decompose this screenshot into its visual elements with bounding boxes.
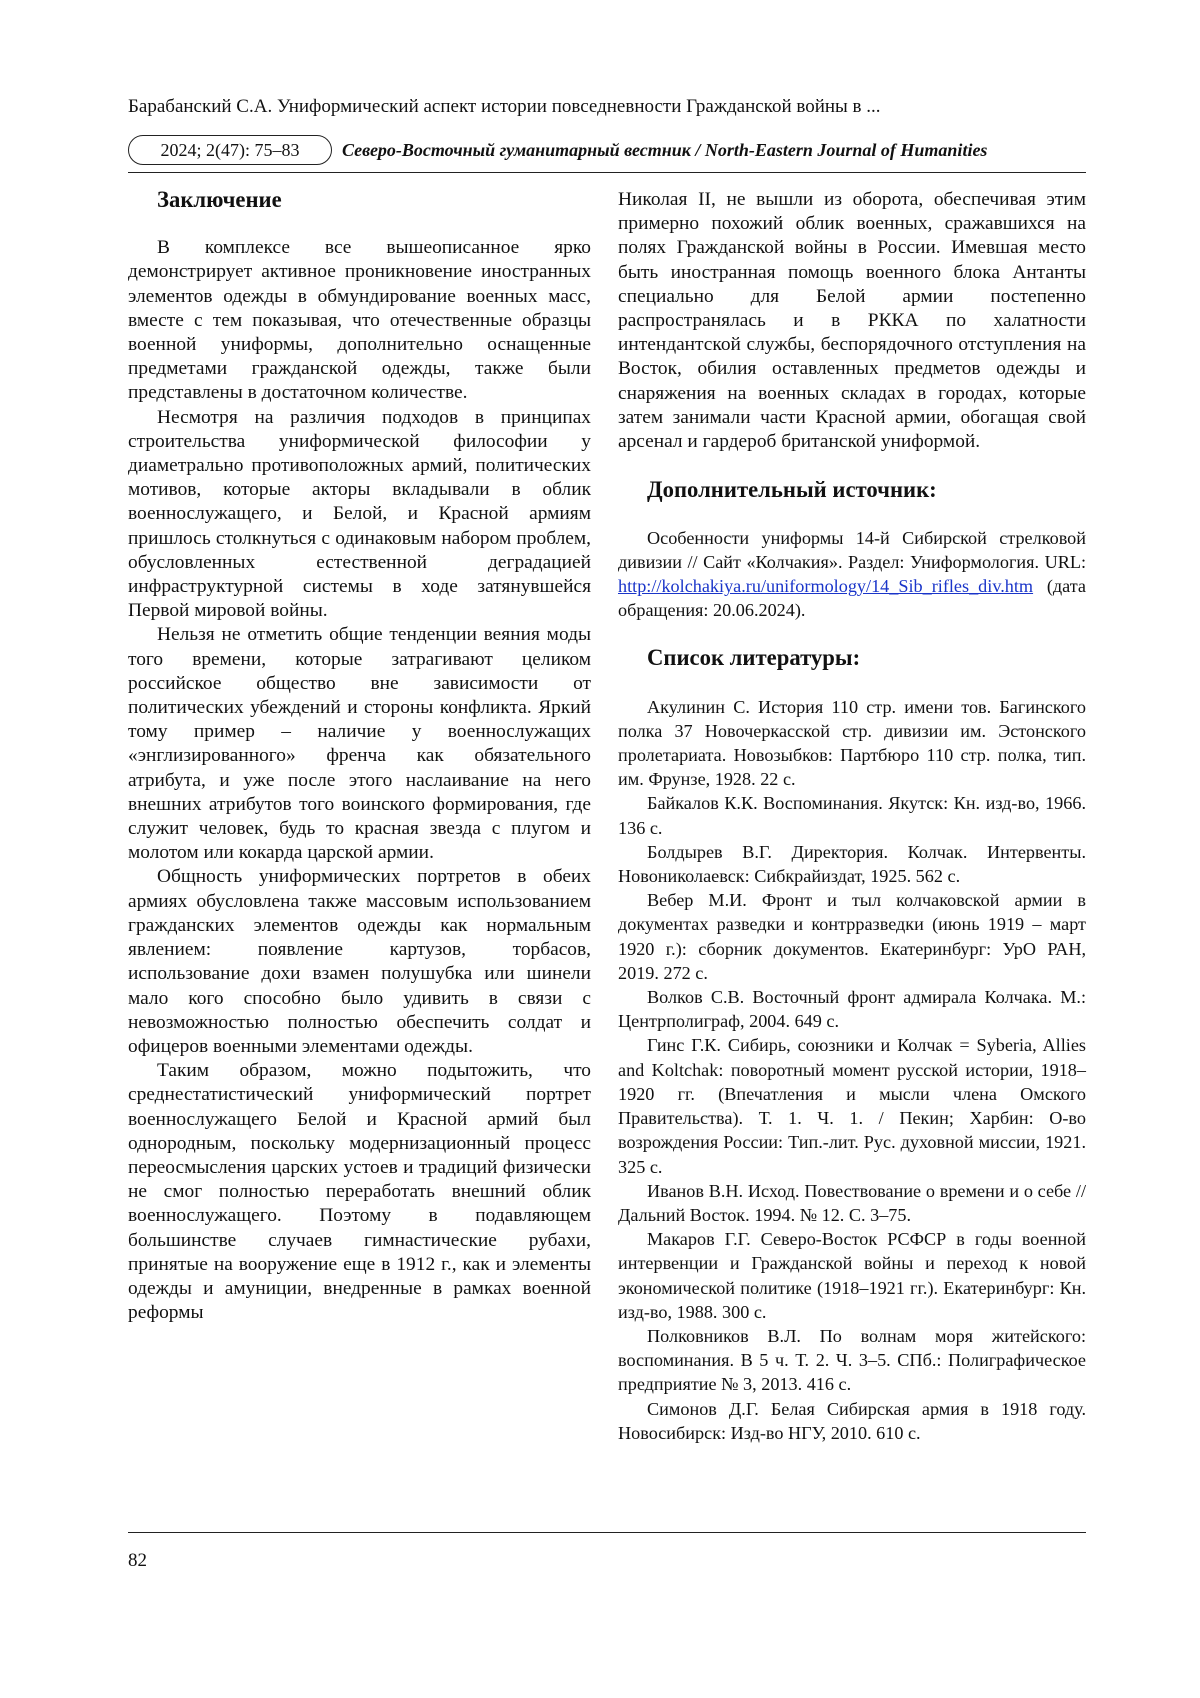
- body-paragraph: Несмотря на различия подходов в принципах строительства униформической философии у диаметрально противоположных армий, политических мотивов, которые акторы вкладывали в облик военнослужащего, и Белой, и Красной армиям пришлось столкнуться с одинаковым набором проблем, обусловленных естественной деградацией инфраструктурной системы в ходе затянувшейся Первой мировой войны.: [128, 406, 591, 622]
- body-paragraph-continued: Николая II, не вышли из оборота, обеспечивая этим примерно похожий облик военных, сражавшихся на полях Гражданской войны в России. Имевшая место быть иностранная помощь военного блока Антанты специально для Белой армии постепенно распространялась и в РККА по халатности интендантской службы, беспорядочного отступления на Восток, обилия оставленных предметов одежды и снаряжения на военных складах в городах, которые затем занимали части Красной армии, обогащая свой арсенал и гардероб британской униформой.: [618, 189, 1086, 453]
- running-head: Барабанский С.А. Униформический аспект истории повседневности Гражданской войны в ...: [128, 96, 881, 117]
- reference-item: Симонов Д.Г. Белая Сибирская армия в 1918 году. Новосибирск: Изд-во НГУ, 2010. 610 с.: [618, 1398, 1086, 1443]
- reference-list: [618, 695, 1086, 1445]
- reference-item: Волков С.В. Восточный фронт адмирала Колчака. М.: Центрполиграф, 2004. 649 с.: [618, 987, 1086, 1032]
- additional-source: [618, 526, 1086, 622]
- reference-item: Байкалов К.К. Воспоминания. Якутск: Кн. изд-во, 1966. 136 с.: [618, 793, 1086, 838]
- journal-bar: [128, 135, 1086, 167]
- left-column: [128, 188, 591, 1325]
- body-paragraph: Общность униформических портретов в обеих армиях обусловлена также массовым использованием гражданских элементов одежды как нормальным явлением: появление картузов, торбасов, использование дохи взамен полушубка или шинели мало кого способно было удивить в связи с невозможностью полностью обеспечить солдат и офицеров военными элементами одежды.: [128, 866, 591, 1057]
- source-link[interactable]: http://kolchakiya.ru/uniformology/14_Sib_rifles_div.htm: [618, 576, 1034, 597]
- issue-badge: 2024; 2(47): 75–83: [128, 135, 332, 165]
- reference-item: Акулинин С. История 110 стр. имени тов. Багинского полка 37 Новочеркасской стр. дивизии им. Эстонского пролетариата. Новозыбков: Партбюро 110 стр. полка, тип. им. Фрунзе, 1928. 22 с.: [618, 696, 1086, 790]
- source-access-date: (дата обращения: 20.06.2024).: [618, 576, 1086, 621]
- reference-item: Гинс Г.К. Сибирь, союзники и Колчак = Syberia, Allies and Koltchak: поворотный момент русской истории, 1918–1920 гг. (Впечатления и мысли члена Омского Правительства). Т. 1. Ч. 1. / Пекин; Харбин: О-во возрождения России: Тип.-лит. Рус. духовной миссии, 1921. 325 с.: [618, 1035, 1086, 1177]
- references-heading: Список литературы:: [647, 645, 861, 671]
- conclusion-heading: Заключение: [157, 187, 282, 212]
- reference-item: Иванов В.Н. Исход. Повествование о времени и о себе // Дальний Восток. 1994. № 12. С. 3–75.: [618, 1180, 1086, 1225]
- reference-item: Болдырев В.Г. Директория. Колчак. Интервенты. Новониколаевск: Сибкрайиздат, 1925. 562 с.: [618, 841, 1086, 887]
- reference-item: Макаров Г.Г. Северо-Восток РСФСР в годы военной интервенции и Гражданской войны и переход к новой экономической политике (1918–1921 гг.). Екатеринбург: Кн. изд-во, 1988. 300 с.: [618, 1229, 1086, 1322]
- header-divider: [128, 172, 1086, 173]
- page-number: 82: [128, 1550, 147, 1571]
- body-paragraph: Таким образом, можно подытожить, что среднестатистический униформический портрет военнослужащего Белой и Красной армий был однородным, поскольку модернизационный процесс переосмысления царских устоев и традиций физически не смог полностью переработать внешний облик военнослужащего. Поэтому в подавляющем большинстве случаев гимнастические рубахи, принятые на вооружение еще в 1912 г., как и элементы одежды и амуниции, внедренные в рамках военной реформы: [128, 1060, 591, 1324]
- footer-divider: [128, 1532, 1086, 1533]
- reference-item: Вебер М.И. Фронт и тыл колчаковской армии в документах разведки и контрразведки (июнь 1919 – март 1920 г.): сборник документов. Екатеринбург: УрО РАН, 2019. 272 с.: [618, 890, 1086, 983]
- body-paragraph: Нельзя не отметить общие тенденции веяния моды того времени, которые затрагивают целиком российское общество вне зависимости от политических убеждений и стороны конфликта. Яркий тому пример – наличие у военнослужащих «энглизированного» френча как обязательного атрибута, и уже после этого наслаивание на него внешних атрибутов того воинского формирования, где служит человек, будь то красная звезда с плугом и молотом или кокарда царской армии.: [128, 624, 591, 864]
- journal-title: Северо-Восточный гуманитарный вестник / North-Eastern Journal of Humanities: [342, 140, 988, 160]
- reference-item: Полковников В.Л. По волнам моря житейского: воспоминания. В 5 ч. Т. 2. Ч. 3–5. СПб.: Полиграфическое предприятие № 3, 2013. 416 с.: [618, 1325, 1086, 1395]
- additional-source-heading: Дополнительный источник:: [647, 477, 937, 503]
- right-column: [618, 188, 1086, 1445]
- source-description: Особенности униформы 14-й Сибирской стрелковой дивизии // Сайт «Колчакия». Раздел: Униформология. URL:: [618, 528, 1086, 573]
- body-paragraph: В комплексе все вышеописанное ярко демонстрирует активное проникновение иностранных элементов одежды в обмундирование военных масс, вместе с тем показывая, что отечественные образцы военной униформы, дополнительно оснащенные предметами гражданской одежды, также были представлены в достаточном количестве.: [128, 237, 591, 404]
